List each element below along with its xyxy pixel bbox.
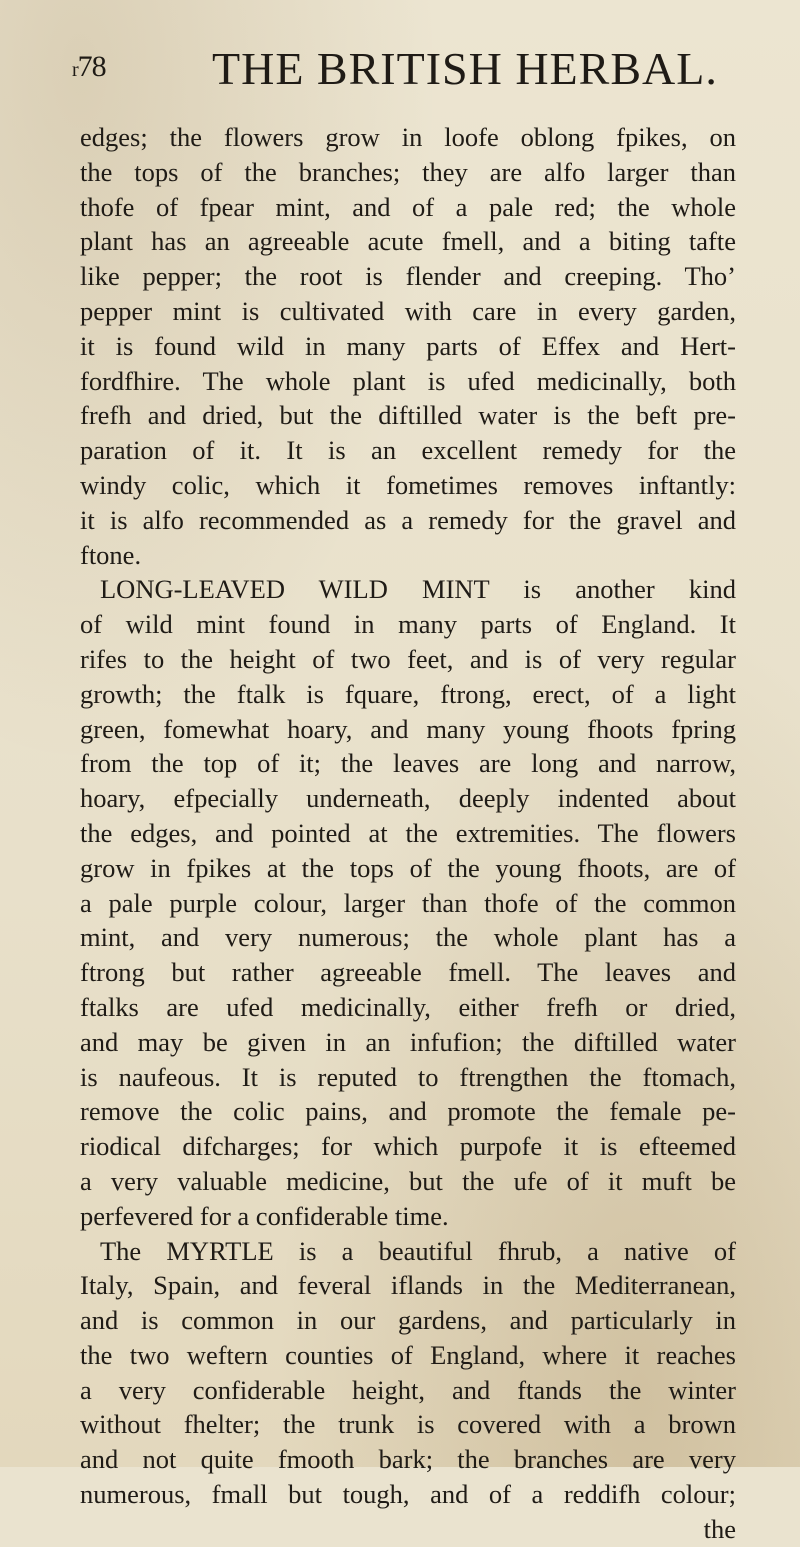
text-line: ftalks are ufed medicinally, either frefh or dried,	[80, 991, 736, 1022]
text-line: remove the colic pains, and promote the female pe-	[80, 1096, 736, 1127]
text-line: from the top of it; the leaves are long and narrow,	[80, 748, 736, 779]
text-line: Italy, Spain, and feveral iflands in the Mediterranean,	[80, 1270, 736, 1301]
text-line: it is alfo recommended as a remedy for the gravel and	[80, 504, 736, 535]
paragraph-start-line: The MYRTLE is a beautiful fhrub, a native of	[100, 1235, 736, 1266]
text-line: a very confiderable height, and ftands the winter	[80, 1374, 736, 1405]
text-line: a very valuable medicine, but the ufe of it muft be	[80, 1165, 736, 1196]
text-line: rifes to the height of two feet, and is of very regular	[80, 643, 736, 674]
catchword: the	[703, 1513, 736, 1544]
text-line: fordfhire. The whole plant is ufed medicinally, both	[80, 365, 736, 396]
text-line: edges; the flowers grow in loofe oblong fpikes, on	[80, 122, 736, 152]
page-header	[72, 40, 732, 96]
text-line: frefh and dried, but the diftilled water is the beft pre-	[80, 400, 736, 431]
text-line: ftone.	[80, 539, 142, 570]
text-line: plant has an agreeable acute fmell, and a biting tafte	[80, 226, 736, 257]
text-line: riodical difcharges; for which purpofe it is efteemed	[80, 1131, 736, 1162]
text-line: grow in fpikes at the tops of the young fhoots, are of	[80, 852, 736, 883]
text-line: of wild mint found in many parts of England. It	[80, 609, 736, 640]
running-title: THE BRITISH HERBAL.	[212, 43, 718, 94]
text-line: mint, and very numerous; the whole plant has a	[80, 922, 736, 953]
text-line: green, fomewhat hoary, and many young fhoots fpring	[80, 713, 736, 744]
text-line: and may be given in an infufion; the diftilled water	[80, 1026, 736, 1057]
text-line: is naufeous. It is reputed to ftrengthen the ftomach,	[80, 1061, 736, 1092]
text-line: like pepper; the root is flender and creeping. Tho’	[80, 261, 736, 292]
text-line: growth; the ftalk is fquare, ftrong, erect, of a light	[80, 678, 736, 709]
text-line: it is found wild in many parts of Effex and Hert-	[80, 330, 736, 361]
text-line: pepper mint is cultivated with care in every garden,	[80, 295, 736, 326]
page-number: r78	[72, 50, 106, 83]
text-line: thofe of fpear mint, and of a pale red; the whole	[80, 191, 736, 222]
text-line: and not quite fmooth bark; the branches are very	[80, 1444, 736, 1475]
text-line: the edges, and pointed at the extremities. The flowers	[80, 817, 736, 848]
body-text	[80, 120, 736, 1547]
text-line: and is common in our gardens, and particularly in	[80, 1305, 736, 1336]
text-line: perfevered for a confiderable time.	[80, 1200, 449, 1231]
text-line: hoary, efpecially underneath, deeply indented about	[80, 783, 736, 814]
text-line: numerous, fmall but tough, and of a reddifh colour;	[80, 1479, 736, 1510]
text-line: without fhelter; the trunk is covered with a brown	[80, 1409, 736, 1440]
text-line: a pale purple colour, larger than thofe of the common	[80, 887, 736, 918]
text-line: windy colic, which it fometimes removes inftantly:	[80, 469, 736, 500]
paragraph-start-line: LONG-LEAVED WILD MINT is another kind	[100, 574, 736, 605]
text-line: the tops of the branches; they are alfo larger than	[80, 156, 736, 187]
text-line: paration of it. It is an excellent remedy for the	[80, 435, 736, 466]
text-line: the two weftern counties of England, where it reaches	[80, 1339, 736, 1370]
text-line: ftrong but rather agreeable fmell. The leaves and	[80, 957, 736, 988]
